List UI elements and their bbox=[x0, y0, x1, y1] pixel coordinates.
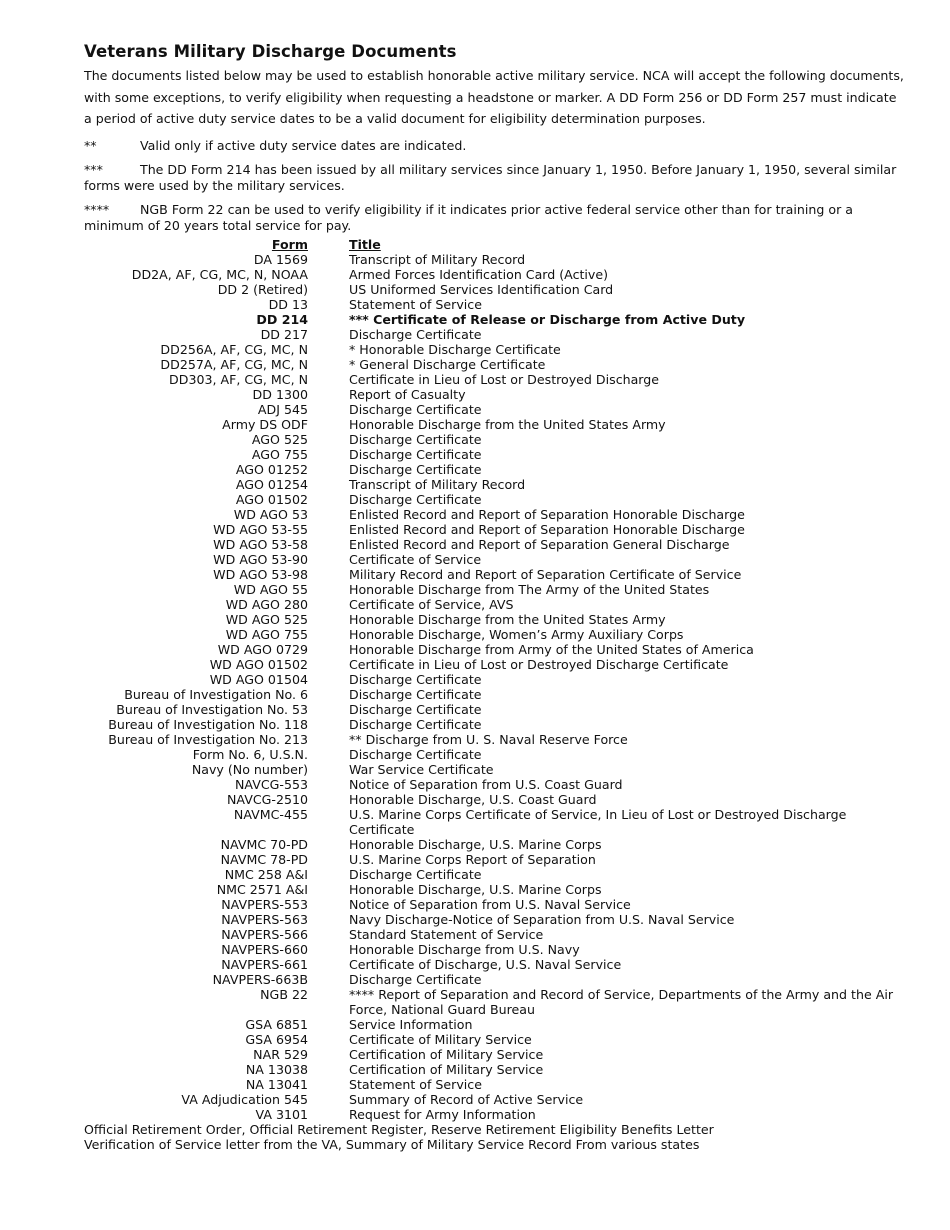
form-number-cell: NAR 529 bbox=[253, 1047, 308, 1062]
form-number-cell: WD AGO 53-98 bbox=[213, 567, 308, 582]
form-title-cell: ** Discharge from U. S. Naval Reserve Force bbox=[349, 732, 628, 747]
table-row bbox=[84, 612, 894, 627]
form-number-cell: NAVMC 70-PD bbox=[220, 837, 308, 852]
form-number-cell: DD256A, AF, CG, MC, N bbox=[160, 342, 308, 357]
form-title-cell: Notice of Separation from U.S. Coast Guard bbox=[349, 777, 623, 792]
column-header-form: Form bbox=[271, 237, 308, 252]
form-title-cell: Certification of Military Service bbox=[349, 1062, 544, 1077]
form-number-cell: Bureau of Investigation No. 213 bbox=[108, 732, 308, 747]
form-title-cell: Navy Discharge-Notice of Separation from U.S. Naval Service bbox=[349, 912, 735, 927]
form-title-cell: Discharge Certificate bbox=[349, 447, 482, 462]
table-row bbox=[84, 312, 894, 327]
note-quad-asterisk bbox=[84, 202, 904, 233]
form-number-cell: Army DS ODF bbox=[222, 417, 308, 432]
table-row bbox=[84, 492, 894, 507]
form-number-cell: DD 13 bbox=[268, 297, 308, 312]
form-title-cell: Summary of Record of Active Service bbox=[349, 1092, 584, 1107]
form-number-cell: AGO 01254 bbox=[235, 477, 308, 492]
form-title-cell: U.S. Marine Corps Certificate of Service, In Lieu of Lost or Destroyed Discharge Certificate bbox=[349, 807, 847, 837]
table-row bbox=[84, 1062, 894, 1077]
table-row bbox=[84, 507, 894, 522]
form-number-cell: VA 3101 bbox=[255, 1107, 308, 1122]
form-number-cell: AGO 01502 bbox=[235, 492, 308, 507]
table-row bbox=[84, 627, 894, 642]
table-row bbox=[84, 342, 894, 357]
form-title-cell: US Uniformed Services Identification Card bbox=[349, 282, 614, 297]
form-number-cell: WD AGO 755 bbox=[225, 627, 308, 642]
form-title-cell: Certificate of Military Service bbox=[349, 1032, 532, 1047]
form-number-cell: WD AGO 53-55 bbox=[213, 522, 308, 537]
table-row bbox=[84, 447, 894, 462]
table-row bbox=[84, 897, 894, 912]
forms-table bbox=[84, 237, 894, 1122]
table-row bbox=[84, 702, 894, 717]
form-number-cell: NAVMC-455 bbox=[233, 807, 308, 822]
table-row bbox=[84, 1017, 894, 1032]
note-mark: ** bbox=[84, 137, 97, 153]
table-row bbox=[84, 567, 894, 582]
form-number-cell: NAVPERS-663B bbox=[212, 972, 308, 987]
table-row bbox=[84, 552, 894, 567]
form-number-cell: DD 1300 bbox=[252, 387, 308, 402]
form-title-cell: Report of Casualty bbox=[349, 387, 466, 402]
form-number-cell: WD AGO 525 bbox=[225, 612, 308, 627]
form-number-cell: NAVPERS-566 bbox=[221, 927, 308, 942]
table-row bbox=[84, 267, 894, 282]
table-row bbox=[84, 687, 894, 702]
form-number-cell: Form No. 6, U.S.N. bbox=[192, 747, 308, 762]
table-row bbox=[84, 252, 894, 267]
form-number-cell: WD AGO 0729 bbox=[217, 642, 308, 657]
table-row bbox=[84, 942, 894, 957]
form-title-cell: Armed Forces Identification Card (Active) bbox=[349, 267, 609, 282]
table-row bbox=[84, 282, 894, 297]
form-number-cell: WD AGO 53-58 bbox=[213, 537, 308, 552]
form-number-cell: AGO 01252 bbox=[235, 462, 308, 477]
form-title-cell: Discharge Certificate bbox=[349, 432, 482, 447]
form-number-cell: DD303, AF, CG, MC, N bbox=[169, 372, 308, 387]
form-title-cell: Enlisted Record and Report of Separation Honorable Discharge bbox=[349, 507, 745, 522]
form-number-cell: AGO 525 bbox=[251, 432, 308, 447]
form-title-cell: Discharge Certificate bbox=[349, 672, 482, 687]
form-title-cell: Military Record and Report of Separation Certificate of Service bbox=[349, 567, 742, 582]
form-title-cell: Request for Army Information bbox=[349, 1107, 536, 1122]
notes-section bbox=[84, 138, 904, 234]
form-title-cell: Discharge Certificate bbox=[349, 492, 482, 507]
table-row bbox=[84, 477, 894, 492]
form-title-cell: Transcript of Military Record bbox=[349, 477, 526, 492]
forms-table-body bbox=[84, 252, 894, 1122]
table-row bbox=[84, 432, 894, 447]
form-title-cell: Discharge Certificate bbox=[349, 972, 482, 987]
form-title-cell: Statement of Service bbox=[349, 1077, 482, 1092]
footer-line: Official Retirement Order, Official Retirement Register, Reserve Retirement Eligibility Benefits Letter bbox=[84, 1122, 714, 1137]
form-title-cell: Certification of Military Service bbox=[349, 1047, 544, 1062]
table-row bbox=[84, 762, 894, 777]
form-number-cell: NAVPERS-553 bbox=[221, 897, 308, 912]
form-number-cell: NAVCG-553 bbox=[235, 777, 308, 792]
table-row bbox=[84, 1077, 894, 1092]
table-row bbox=[84, 867, 894, 882]
form-title-cell: Discharge Certificate bbox=[349, 462, 482, 477]
table-row bbox=[84, 462, 894, 477]
form-title-cell: Certificate of Discharge, U.S. Naval Service bbox=[349, 957, 622, 972]
form-title-cell: * Honorable Discharge Certificate bbox=[349, 342, 561, 357]
intro-paragraph: The documents listed below may be used to establish honorable active military service. NCA will accept the following documents, with some exceptions, to verify eligibility when requesting a headstone or marker. A DD Form 256 or DD Form 257 must indicate a period of active duty service dates to be a valid document for eligibility determination purposes. bbox=[84, 68, 904, 126]
form-title-cell: Discharge Certificate bbox=[349, 402, 482, 417]
form-title-cell: Certificate in Lieu of Lost or Destroyed Discharge Certificate bbox=[349, 657, 729, 672]
note-text: The DD Form 214 has been issued by all military services since January 1, 1950. Before January 1, 1950, several similar forms were used by the military services. bbox=[84, 162, 897, 193]
form-title-cell: Honorable Discharge, U.S. Marine Corps bbox=[349, 882, 602, 897]
form-number-cell: WD AGO 53 bbox=[233, 507, 308, 522]
form-number-cell: WD AGO 01502 bbox=[209, 657, 308, 672]
form-title-cell: Transcript of Military Record bbox=[349, 252, 526, 267]
form-title-cell: *** Certificate of Release or Discharge from Active Duty bbox=[349, 312, 746, 327]
table-row bbox=[84, 297, 894, 312]
footer-notes bbox=[84, 1122, 904, 1152]
form-number-cell: NA 13041 bbox=[245, 1077, 308, 1092]
table-row bbox=[84, 1107, 894, 1122]
table-row bbox=[84, 372, 894, 387]
form-title-cell: Discharge Certificate bbox=[349, 747, 482, 762]
form-number-cell: DD 214 bbox=[256, 312, 308, 327]
form-number-cell: DD2A, AF, CG, MC, N, NOAA bbox=[131, 267, 308, 282]
form-number-cell: NA 13038 bbox=[245, 1062, 308, 1077]
table-row bbox=[84, 642, 894, 657]
table-row bbox=[84, 732, 894, 747]
table-row bbox=[84, 807, 894, 837]
table-row bbox=[84, 717, 894, 732]
form-number-cell: NAVPERS-660 bbox=[221, 942, 308, 957]
table-row bbox=[84, 672, 894, 687]
footer-line: Verification of Service letter from the VA, Summary of Military Service Record From various states bbox=[84, 1137, 700, 1152]
form-number-cell: DD 217 bbox=[260, 327, 308, 342]
form-title-cell: Discharge Certificate bbox=[349, 687, 482, 702]
form-number-cell: Navy (No number) bbox=[191, 762, 308, 777]
form-number-cell: GSA 6851 bbox=[245, 1017, 308, 1032]
table-row bbox=[84, 927, 894, 942]
table-row bbox=[84, 402, 894, 417]
form-title-cell: Honorable Discharge, U.S. Coast Guard bbox=[349, 792, 597, 807]
form-number-cell: Bureau of Investigation No. 53 bbox=[116, 702, 308, 717]
form-number-cell: VA Adjudication 545 bbox=[181, 1092, 308, 1107]
note-text: NGB Form 22 can be used to verify eligibility if it indicates prior active federal service other than for training or a minimum of 20 years total service for pay. bbox=[84, 202, 853, 233]
table-row bbox=[84, 417, 894, 432]
table-row bbox=[84, 852, 894, 867]
form-number-cell: WD AGO 53-90 bbox=[213, 552, 308, 567]
page-title: Veterans Military Discharge Documents bbox=[84, 42, 457, 61]
table-row bbox=[84, 1032, 894, 1047]
form-title-cell: Standard Statement of Service bbox=[349, 927, 544, 942]
form-title-cell: Certificate of Service bbox=[349, 552, 482, 567]
column-header-title: Title bbox=[349, 237, 381, 252]
form-number-cell: NAVMC 78-PD bbox=[220, 852, 308, 867]
form-title-cell: Honorable Discharge from Army of the United States of America bbox=[349, 642, 754, 657]
form-title-cell: War Service Certificate bbox=[349, 762, 494, 777]
form-title-cell: Discharge Certificate bbox=[349, 717, 482, 732]
table-row bbox=[84, 957, 894, 972]
form-title-cell: Honorable Discharge from The Army of the United States bbox=[349, 582, 710, 597]
table-row bbox=[84, 837, 894, 852]
table-row bbox=[84, 522, 894, 537]
table-header-row bbox=[84, 237, 894, 252]
table-row bbox=[84, 882, 894, 897]
form-number-cell: AGO 755 bbox=[251, 447, 308, 462]
form-number-cell: ADJ 545 bbox=[257, 402, 308, 417]
form-title-cell: Enlisted Record and Report of Separation Honorable Discharge bbox=[349, 522, 745, 537]
note-mark: *** bbox=[84, 162, 103, 177]
form-title-cell: Honorable Discharge, Women’s Army Auxiliary Corps bbox=[349, 627, 684, 642]
note-triple-asterisk bbox=[84, 162, 904, 193]
form-title-cell: Notice of Separation from U.S. Naval Service bbox=[349, 897, 631, 912]
form-title-cell: Discharge Certificate bbox=[349, 702, 482, 717]
table-row bbox=[84, 537, 894, 552]
table-row bbox=[84, 1047, 894, 1062]
table-row bbox=[84, 747, 894, 762]
table-row bbox=[84, 357, 894, 372]
table-row bbox=[84, 777, 894, 792]
form-title-cell: Discharge Certificate bbox=[349, 867, 482, 882]
table-row bbox=[84, 657, 894, 672]
form-number-cell: DD 2 (Retired) bbox=[217, 282, 308, 297]
document-page bbox=[84, 40, 904, 1152]
form-title-cell: Honorable Discharge from the United States Army bbox=[349, 612, 666, 627]
form-title-cell: Service Information bbox=[349, 1017, 473, 1032]
form-title-cell: Statement of Service bbox=[349, 297, 482, 312]
note-double-asterisk bbox=[84, 138, 904, 154]
table-row bbox=[84, 327, 894, 342]
form-number-cell: WD AGO 55 bbox=[233, 582, 308, 597]
form-number-cell: GSA 6954 bbox=[245, 1032, 308, 1047]
form-number-cell: NMC 258 A&I bbox=[224, 867, 308, 882]
form-number-cell: NAVPERS-563 bbox=[221, 912, 308, 927]
note-mark: **** bbox=[84, 202, 110, 217]
table-row bbox=[84, 972, 894, 987]
form-title-cell: U.S. Marine Corps Report of Separation bbox=[349, 852, 596, 867]
form-number-cell: Bureau of Investigation No. 6 bbox=[124, 687, 308, 702]
table-row bbox=[84, 912, 894, 927]
form-title-cell: Honorable Discharge from U.S. Navy bbox=[349, 942, 580, 957]
table-row bbox=[84, 1092, 894, 1107]
form-number-cell: WD AGO 01504 bbox=[209, 672, 308, 687]
form-number-cell: NMC 2571 A&I bbox=[216, 882, 308, 897]
form-title-cell: **** Report of Separation and Record of Service, Departments of the Army and the Air Force, National Guard Bureau bbox=[349, 987, 894, 1017]
form-title-cell: Certificate of Service, AVS bbox=[349, 597, 514, 612]
form-number-cell: WD AGO 280 bbox=[225, 597, 308, 612]
table-row bbox=[84, 582, 894, 597]
form-title-cell: Certificate in Lieu of Lost or Destroyed Discharge bbox=[349, 372, 660, 387]
table-row bbox=[84, 792, 894, 807]
form-number-cell: NGB 22 bbox=[260, 987, 308, 1002]
note-text: Valid only if active duty service dates are indicated. bbox=[140, 137, 467, 153]
form-number-cell: NAVCG-2510 bbox=[227, 792, 308, 807]
form-title-cell: Enlisted Record and Report of Separation General Discharge bbox=[349, 537, 730, 552]
form-number-cell: DA 1569 bbox=[253, 252, 308, 267]
form-number-cell: DD257A, AF, CG, MC, N bbox=[160, 357, 308, 372]
table-row bbox=[84, 597, 894, 612]
form-title-cell: Discharge Certificate bbox=[349, 327, 482, 342]
form-title-cell: Honorable Discharge from the United States Army bbox=[349, 417, 666, 432]
form-title-cell: * General Discharge Certificate bbox=[349, 357, 546, 372]
table-row bbox=[84, 987, 894, 1017]
form-title-cell: Honorable Discharge, U.S. Marine Corps bbox=[349, 837, 602, 852]
form-number-cell: Bureau of Investigation No. 118 bbox=[108, 717, 308, 732]
form-number-cell: NAVPERS-661 bbox=[221, 957, 308, 972]
table-row bbox=[84, 387, 894, 402]
